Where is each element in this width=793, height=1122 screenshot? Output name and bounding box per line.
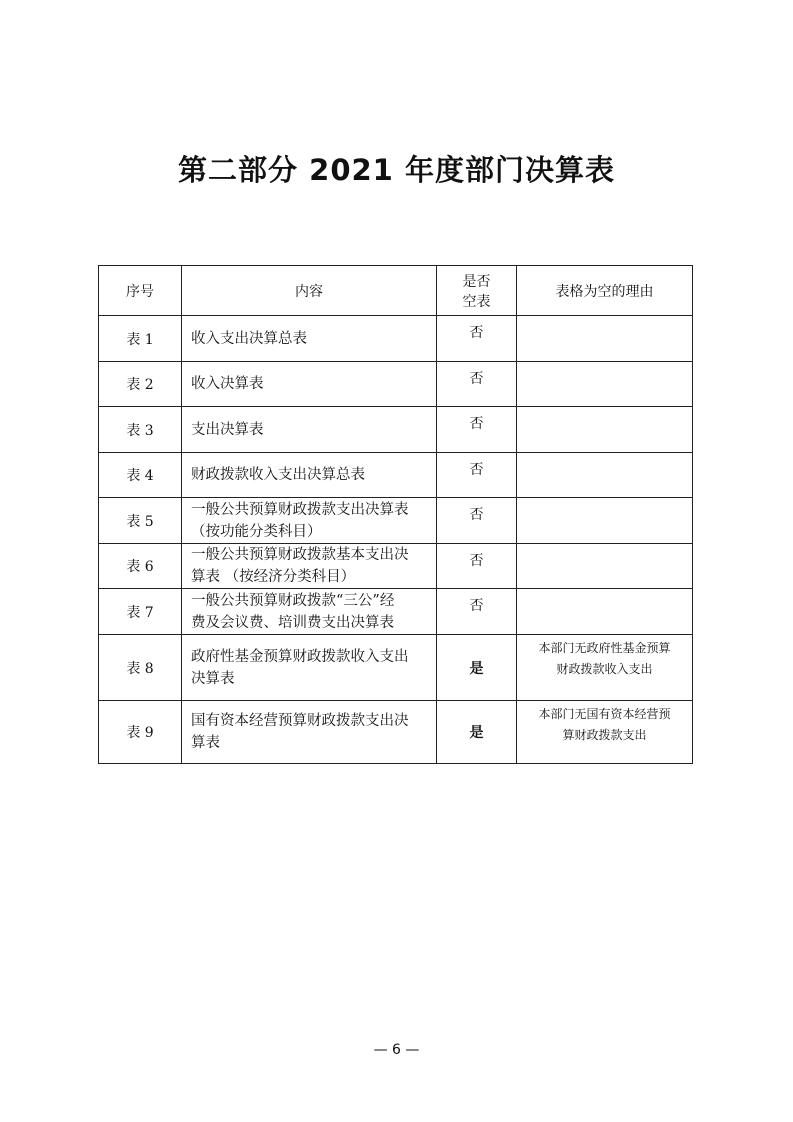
row-content-line: 收入支出决算总表 <box>191 330 307 347</box>
row-seq: 表 9 <box>99 701 182 764</box>
row-empty-flag: 否 <box>437 498 517 544</box>
row-content-line: 收入决算表 <box>191 376 264 392</box>
table-body <box>99 316 693 764</box>
header-empty-line1: 是否 <box>462 273 491 290</box>
row-content <box>182 453 437 498</box>
row-content-line: 一般公共预算财政拨款“三公”经 <box>191 592 395 609</box>
table-row <box>99 589 693 635</box>
header-reason: 表格为空的理由 <box>517 266 693 316</box>
row-seq: 表 7 <box>99 589 182 635</box>
row-content-line: 一般公共预算财政拨款基本支出决 <box>191 547 409 563</box>
row-reason-line: 算财政拨款支出 <box>562 728 647 742</box>
row-content-line: 算表 （按经济分类科目） <box>191 569 356 585</box>
row-content-line: 财政拨款收入支出决算总表 <box>191 467 365 483</box>
table-list-table <box>98 265 693 764</box>
row-reason <box>517 453 693 498</box>
row-content-line: 一般公共预算财政拨款支出决算表 <box>191 501 409 518</box>
table-header-row <box>99 266 693 316</box>
row-content-line: 支出决算表 <box>191 421 264 438</box>
row-content <box>182 362 437 407</box>
table-row <box>99 544 693 589</box>
row-reason <box>517 589 693 635</box>
row-empty-flag: 是 <box>437 701 517 764</box>
row-seq: 表 6 <box>99 544 182 589</box>
row-content <box>182 316 437 362</box>
row-content <box>182 701 437 764</box>
table-row <box>99 635 693 701</box>
row-reason <box>517 316 693 362</box>
row-seq: 表 3 <box>99 407 182 453</box>
header-empty <box>437 266 517 316</box>
table-row <box>99 453 693 498</box>
row-content <box>182 635 437 701</box>
table-row <box>99 316 693 362</box>
row-seq: 表 8 <box>99 635 182 701</box>
row-reason <box>517 544 693 589</box>
row-content <box>182 544 437 589</box>
row-empty-flag: 否 <box>437 453 517 498</box>
row-content <box>182 407 437 453</box>
header-content: 内容 <box>182 266 437 316</box>
header-seq: 序号 <box>99 266 182 316</box>
page-title: 第二部分 2021 年度部门决算表 <box>178 153 615 187</box>
row-empty-flag: 否 <box>437 544 517 589</box>
row-reason <box>517 407 693 453</box>
row-seq: 表 5 <box>99 498 182 544</box>
row-reason-line: 财政拨款收入支出 <box>556 662 653 676</box>
row-content-line: 政府性基金预算财政拨款收入支出 <box>191 648 409 665</box>
table-row <box>99 362 693 407</box>
row-content <box>182 589 437 635</box>
row-empty-flag: 否 <box>437 316 517 362</box>
row-content-line: 决算表 <box>191 670 235 687</box>
row-seq: 表 1 <box>99 316 182 362</box>
row-empty-flag: 否 <box>437 589 517 635</box>
table-row <box>99 701 693 764</box>
row-reason <box>517 498 693 544</box>
row-empty-flag: 是 <box>437 635 517 701</box>
row-content-line: （按功能分类科目） <box>191 523 322 540</box>
row-content-line: 国有资本经营预算财政拨款支出决 <box>191 713 409 729</box>
row-seq: 表 4 <box>99 453 182 498</box>
row-empty-flag: 否 <box>437 362 517 407</box>
header-empty-line2: 空表 <box>462 293 491 310</box>
page-number: — 6 — <box>373 1042 420 1058</box>
row-content-line: 费及会议费、培训费支出决算表 <box>191 614 394 631</box>
row-content-line: 算表 <box>191 735 220 751</box>
row-reason <box>517 635 693 701</box>
row-content <box>182 498 437 544</box>
row-reason-line: 本部门无政府性基金预算 <box>538 641 671 655</box>
row-reason-line: 本部门无国有资本经营预 <box>538 707 671 721</box>
row-seq: 表 2 <box>99 362 182 407</box>
row-empty-flag: 否 <box>437 407 517 453</box>
table-row <box>99 407 693 453</box>
row-reason <box>517 362 693 407</box>
table-row <box>99 498 693 544</box>
row-reason <box>517 701 693 764</box>
